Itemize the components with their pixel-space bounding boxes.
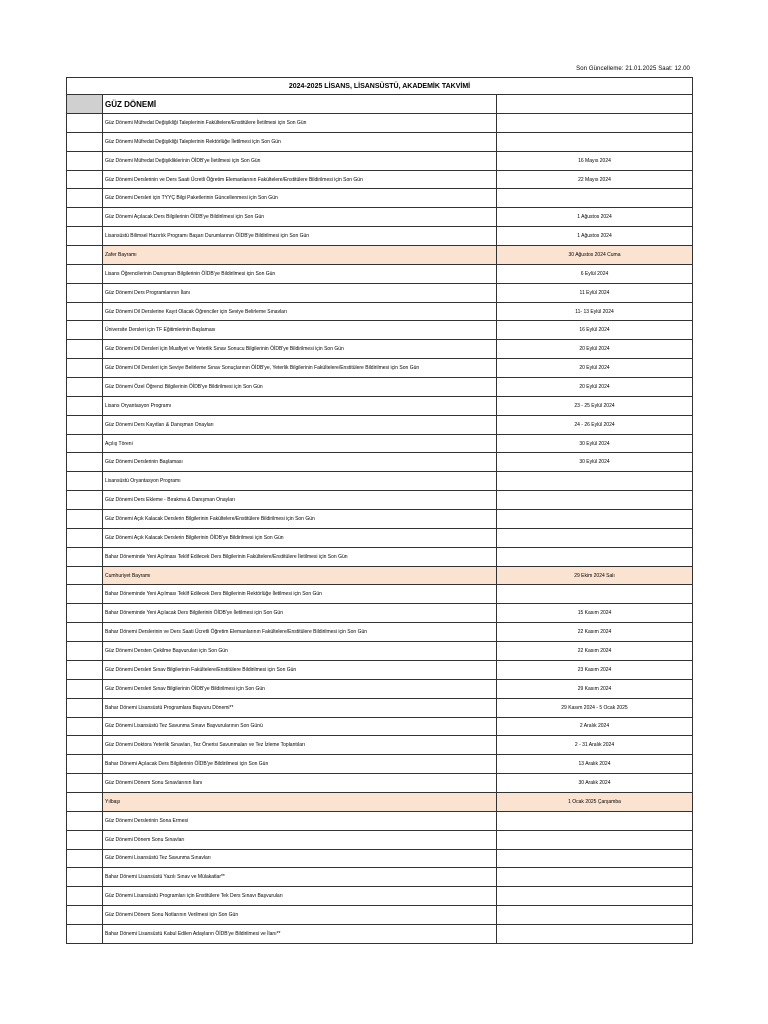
event-date: 30 Eylül 2024 (497, 453, 693, 472)
event-name: Açılış Töreni (103, 434, 497, 453)
event-date: 29 Kasım 2024 - 5 Ocak 2025 (497, 698, 693, 717)
row-spacer-cell (67, 151, 103, 170)
calendar-row (67, 585, 693, 604)
calendar-row (67, 510, 693, 529)
row-spacer-cell (67, 208, 103, 227)
calendar-title: 2024-2025 LİSANS, LİSANSÜSTÜ, AKADEMİK TAKVİMİ (67, 78, 693, 95)
row-spacer-cell (67, 378, 103, 397)
event-name: Bahar Döneminde Yeni Açılması Teklif Edilecek Ders Bilgilerinin Rektörlüğe İletilmesi için Son Gün (103, 585, 497, 604)
event-date: 6 Eylül 2024 (497, 264, 693, 283)
row-spacer-cell (67, 830, 103, 849)
event-name: Güz Dönemi Müfredat Değişikliği Taleplerinin Rektörlüğe İletilmesi için Son Gün (103, 132, 497, 151)
calendar-row (67, 227, 693, 246)
event-name: Güz Dönemi Açık Kalacak Derslerin Bilgilerinin ÖİDB'ye Bildirilmesi için Son Gün (103, 528, 497, 547)
section-spacer-cell (67, 95, 103, 114)
event-date: 15 Kasım 2024 (497, 604, 693, 623)
event-date (497, 491, 693, 510)
event-name: Bahar Dönemi Lisansüstü Yazılı Sınav ve Mülakatlar** (103, 868, 497, 887)
event-name: Güz Dönemi Doktora Yeterlik Sınavları, Tez Önerisi Savunmaları ve Tez İzleme Toplantıları (103, 736, 497, 755)
event-date: 23 - 25 Eylül 2024 (497, 396, 693, 415)
event-date (497, 547, 693, 566)
calendar-row (67, 679, 693, 698)
event-name: Güz Dönemi Dil Dersleri için Seviye Belirleme Sınav Sonuçlarının ÖİDB'ye, Yeterlik Bilgilerinin Fakültelere/Enstitülere Bildirilmesi için Son Gün (103, 359, 497, 378)
calendar-row (67, 151, 693, 170)
event-name: Güz Dönemi Dersten Çekilme Başvuruları için Son Gün (103, 642, 497, 661)
row-spacer-cell (67, 396, 103, 415)
event-name: Lisans Öğrencilerinin Danışman Bilgilerinin ÖİDB'ye Bildirilmesi için Son Gün (103, 264, 497, 283)
event-name: Güz Dönemi Dönem Sonu Sınavlarının İlanı (103, 774, 497, 793)
event-date: 30 Aralık 2024 (497, 774, 693, 793)
row-spacer-cell (67, 887, 103, 906)
event-date: 1 Ocak 2025 Çarşamba (497, 792, 693, 811)
event-date: 22 Mayıs 2024 (497, 170, 693, 189)
event-name: Cumhuriyet Bayramı (103, 566, 497, 585)
event-date (497, 849, 693, 868)
event-date: 20 Eylül 2024 (497, 378, 693, 397)
event-name: Bahar Dönemi Lisansüstü Programlara Başvuru Dönemi** (103, 698, 497, 717)
row-spacer-cell (67, 755, 103, 774)
row-spacer-cell (67, 924, 103, 943)
event-name: Yılbaşı (103, 792, 497, 811)
calendar-title-row (67, 78, 693, 95)
calendar-row (67, 283, 693, 302)
event-name: Üniversite Dersleri için TF Eğitimlerinin Başlaması (103, 321, 497, 340)
event-name: Güz Dönemi Dersleri için TYYÇ Bilgi Paketlerinin Güncellenmesi için Son Gün (103, 189, 497, 208)
calendar-row (67, 604, 693, 623)
row-spacer-cell (67, 302, 103, 321)
event-name: Güz Dönemi Ders Ekleme - Bırakma & Danışman Onayları (103, 491, 497, 510)
event-name: Bahar Dönemi Lisansüstü Kabul Edilen Adayların ÖİDB'ye Bildirilmesi ve İlanı** (103, 924, 497, 943)
event-name: Güz Dönemi Dersleri Sınav Bilgilerinin ÖİDB'ye Bildirilmesi için Son Gün (103, 679, 497, 698)
event-date: 30 Ağustos 2024 Cuma (497, 246, 693, 265)
event-name: Lisans Oryantasyon Programı (103, 396, 497, 415)
event-date (497, 887, 693, 906)
calendar-row (67, 340, 693, 359)
row-spacer-cell (67, 698, 103, 717)
calendar-row (67, 717, 693, 736)
event-name: Güz Dönemi Derslerinin Başlaması (103, 453, 497, 472)
event-date: 13 Aralık 2024 (497, 755, 693, 774)
calendar-row (67, 830, 693, 849)
row-spacer-cell (67, 736, 103, 755)
event-date (497, 868, 693, 887)
event-date (497, 585, 693, 604)
row-spacer-cell (67, 849, 103, 868)
calendar-row (67, 378, 693, 397)
event-name: Güz Dönemi Lisansüstü Tez Savunma Sınavları (103, 849, 497, 868)
calendar-row (67, 321, 693, 340)
calendar-row (67, 698, 693, 717)
holiday-row (67, 792, 693, 811)
row-spacer-cell (67, 604, 103, 623)
event-date (497, 132, 693, 151)
row-spacer-cell (67, 340, 103, 359)
calendar-row (67, 302, 693, 321)
calendar-row (67, 472, 693, 491)
calendar-row (67, 660, 693, 679)
row-spacer-cell (67, 660, 103, 679)
row-spacer-cell (67, 415, 103, 434)
calendar-row (67, 774, 693, 793)
event-name: Güz Dönemi Ders Kayıtları & Danışman Onayları (103, 415, 497, 434)
row-spacer-cell (67, 114, 103, 133)
row-spacer-cell (67, 264, 103, 283)
event-date: 2 - 31 Aralık 2024 (497, 736, 693, 755)
calendar-row (67, 849, 693, 868)
calendar-row (67, 170, 693, 189)
event-date (497, 906, 693, 925)
calendar-row (67, 114, 693, 133)
event-date: 2 Aralık 2024 (497, 717, 693, 736)
event-date: 11- 13 Eylül 2024 (497, 302, 693, 321)
event-date: 16 Eylül 2024 (497, 321, 693, 340)
event-date: 20 Eylül 2024 (497, 340, 693, 359)
calendar-row (67, 264, 693, 283)
calendar-row (67, 208, 693, 227)
event-date (497, 510, 693, 529)
event-name: Bahar Dönemi Açılacak Ders Bilgilerinin ÖİDB'ye Bildirilmesi için Son Gün (103, 755, 497, 774)
calendar-row (67, 868, 693, 887)
calendar-row (67, 453, 693, 472)
section-title: GÜZ DÖNEMİ (103, 95, 497, 114)
calendar-row (67, 642, 693, 661)
event-name: Güz Dönemi Dil Dersleri için Muafiyet ve Yeterlik Sınav Sonucu Bilgilerinin ÖİDB'ye Bildirilmesi için Son Gün (103, 340, 497, 359)
calendar-row (67, 189, 693, 208)
event-date: 29 Ekim 2024 Salı (497, 566, 693, 585)
row-spacer-cell (67, 528, 103, 547)
event-date: 22 Kasım 2024 (497, 642, 693, 661)
event-name: Güz Dönemi Ders Programlarının İlanı (103, 283, 497, 302)
event-name: Güz Dönemi Dersleri Sınav Bilgilerinin Fakültelere/Enstitülere Bildirilmesi için Son Gün (103, 660, 497, 679)
event-name: Lisansüstü Oryantasyon Programı (103, 472, 497, 491)
row-spacer-cell (67, 642, 103, 661)
row-spacer-cell (67, 717, 103, 736)
event-date: 30 Eylül 2024 (497, 434, 693, 453)
row-spacer-cell (67, 868, 103, 887)
row-spacer-cell (67, 283, 103, 302)
row-spacer-cell (67, 246, 103, 265)
event-date: 11 Eylül 2024 (497, 283, 693, 302)
event-date: 29 Kasım 2024 (497, 679, 693, 698)
calendar-row (67, 547, 693, 566)
row-spacer-cell (67, 491, 103, 510)
event-date: 22 Kasım 2024 (497, 623, 693, 642)
event-name: Lisansüstü Bilimsel Hazırlık Programı Başarı Durumlarının ÖİDB'ye Bildirilmesi için Son Gün (103, 227, 497, 246)
row-spacer-cell (67, 472, 103, 491)
event-date: 16 Mayıs 2024 (497, 151, 693, 170)
event-date (497, 830, 693, 849)
event-name: Güz Dönemi Açık Kalacak Derslerin Bilgilerinin Fakültelere/Enstitülere Bildirilmesi için Son Gün (103, 510, 497, 529)
event-name: Güz Dönemi Müfredat Değişikliklerinin ÖİDB'ye İletilmesi için Son Gün (103, 151, 497, 170)
event-date (497, 189, 693, 208)
event-date (497, 114, 693, 133)
row-spacer-cell (67, 510, 103, 529)
event-name: Güz Dönemi Lisansüstü Programları için Enstitülere Tek Ders Sınavı Başvuruları (103, 887, 497, 906)
event-date: 20 Eylül 2024 (497, 359, 693, 378)
row-spacer-cell (67, 792, 103, 811)
calendar-row (67, 755, 693, 774)
section-header-row (67, 95, 693, 114)
calendar-row (67, 491, 693, 510)
academic-calendar-table (66, 77, 693, 944)
holiday-row (67, 566, 693, 585)
row-spacer-cell (67, 623, 103, 642)
event-name: Güz Dönemi Lisansüstü Tez Savunma Sınavı Başvurularının Son Günü (103, 717, 497, 736)
row-spacer-cell (67, 453, 103, 472)
event-date: 1 Ağustos 2024 (497, 208, 693, 227)
event-name: Bahar Dönemi Derslerinin ve Ders Saati Ücretli Öğretim Elemanlarının Fakültelere/Enstitülere Bildirilmesi için Son Gün (103, 623, 497, 642)
row-spacer-cell (67, 547, 103, 566)
calendar-row (67, 359, 693, 378)
row-spacer-cell (67, 189, 103, 208)
event-date: 1 Ağustos 2024 (497, 227, 693, 246)
calendar-row (67, 906, 693, 925)
row-spacer-cell (67, 170, 103, 189)
row-spacer-cell (67, 811, 103, 830)
holiday-row (67, 246, 693, 265)
event-name: Güz Dönemi Özel Öğrenci Bilgilerinin ÖİDB'ye Bildirilmesi için Son Gün (103, 378, 497, 397)
calendar-row (67, 415, 693, 434)
event-date: 24 - 26 Eylül 2024 (497, 415, 693, 434)
event-date (497, 924, 693, 943)
event-date: 23 Kasım 2024 (497, 660, 693, 679)
calendar-row (67, 132, 693, 151)
calendar-row (67, 811, 693, 830)
event-name: Güz Dönemi Açılacak Ders Bilgilerinin ÖİDB'ye Bildirilmesi için Son Gün (103, 208, 497, 227)
row-spacer-cell (67, 359, 103, 378)
row-spacer-cell (67, 679, 103, 698)
calendar-row (67, 528, 693, 547)
calendar-row (67, 887, 693, 906)
event-date (497, 811, 693, 830)
section-date-cell (497, 95, 693, 114)
event-date (497, 528, 693, 547)
calendar-row (67, 736, 693, 755)
event-name: Güz Dönemi Dönem Sonu Sınavları (103, 830, 497, 849)
row-spacer-cell (67, 585, 103, 604)
event-name: Zafer Bayramı (103, 246, 497, 265)
row-spacer-cell (67, 434, 103, 453)
calendar-row (67, 924, 693, 943)
event-name: Güz Dönemi Derslerinin ve Ders Saati Ücretli Öğretim Elemanlarının Fakültelere/Enstitülere Bildirilmesi için Son Gün (103, 170, 497, 189)
event-name: Güz Dönemi Müfredat Değişikliği Taleplerinin Fakültelere/Enstitülere İletilmesi için Son Gün (103, 114, 497, 133)
event-name: Güz Dönemi Dil Derslerine Kayıt Olacak Öğrenciler için Seviye Belirleme Sınavları (103, 302, 497, 321)
row-spacer-cell (67, 132, 103, 151)
last-updated-note: Son Güncelleme: 21.01.2025 Saat: 12.00 (576, 66, 690, 72)
row-spacer-cell (67, 566, 103, 585)
calendar-row (67, 396, 693, 415)
event-name: Bahar Döneminde Yeni Açılacak Ders Bilgilerinin ÖİDB'ye İletilmesi için Son Gün (103, 604, 497, 623)
row-spacer-cell (67, 227, 103, 246)
event-name: Güz Dönemi Derslerinin Sona Ermesi (103, 811, 497, 830)
row-spacer-cell (67, 774, 103, 793)
event-name: Bahar Döneminde Yeni Açılması Teklif Edilecek Ders Bilgilerinin Fakültelere/Enstitülere İletilmesi için Son Gün (103, 547, 497, 566)
row-spacer-cell (67, 321, 103, 340)
calendar-row (67, 434, 693, 453)
event-date (497, 472, 693, 491)
event-name: Güz Dönemi Dönem Sonu Notlarının Verilmesi için Son Gün (103, 906, 497, 925)
row-spacer-cell (67, 906, 103, 925)
calendar-row (67, 623, 693, 642)
